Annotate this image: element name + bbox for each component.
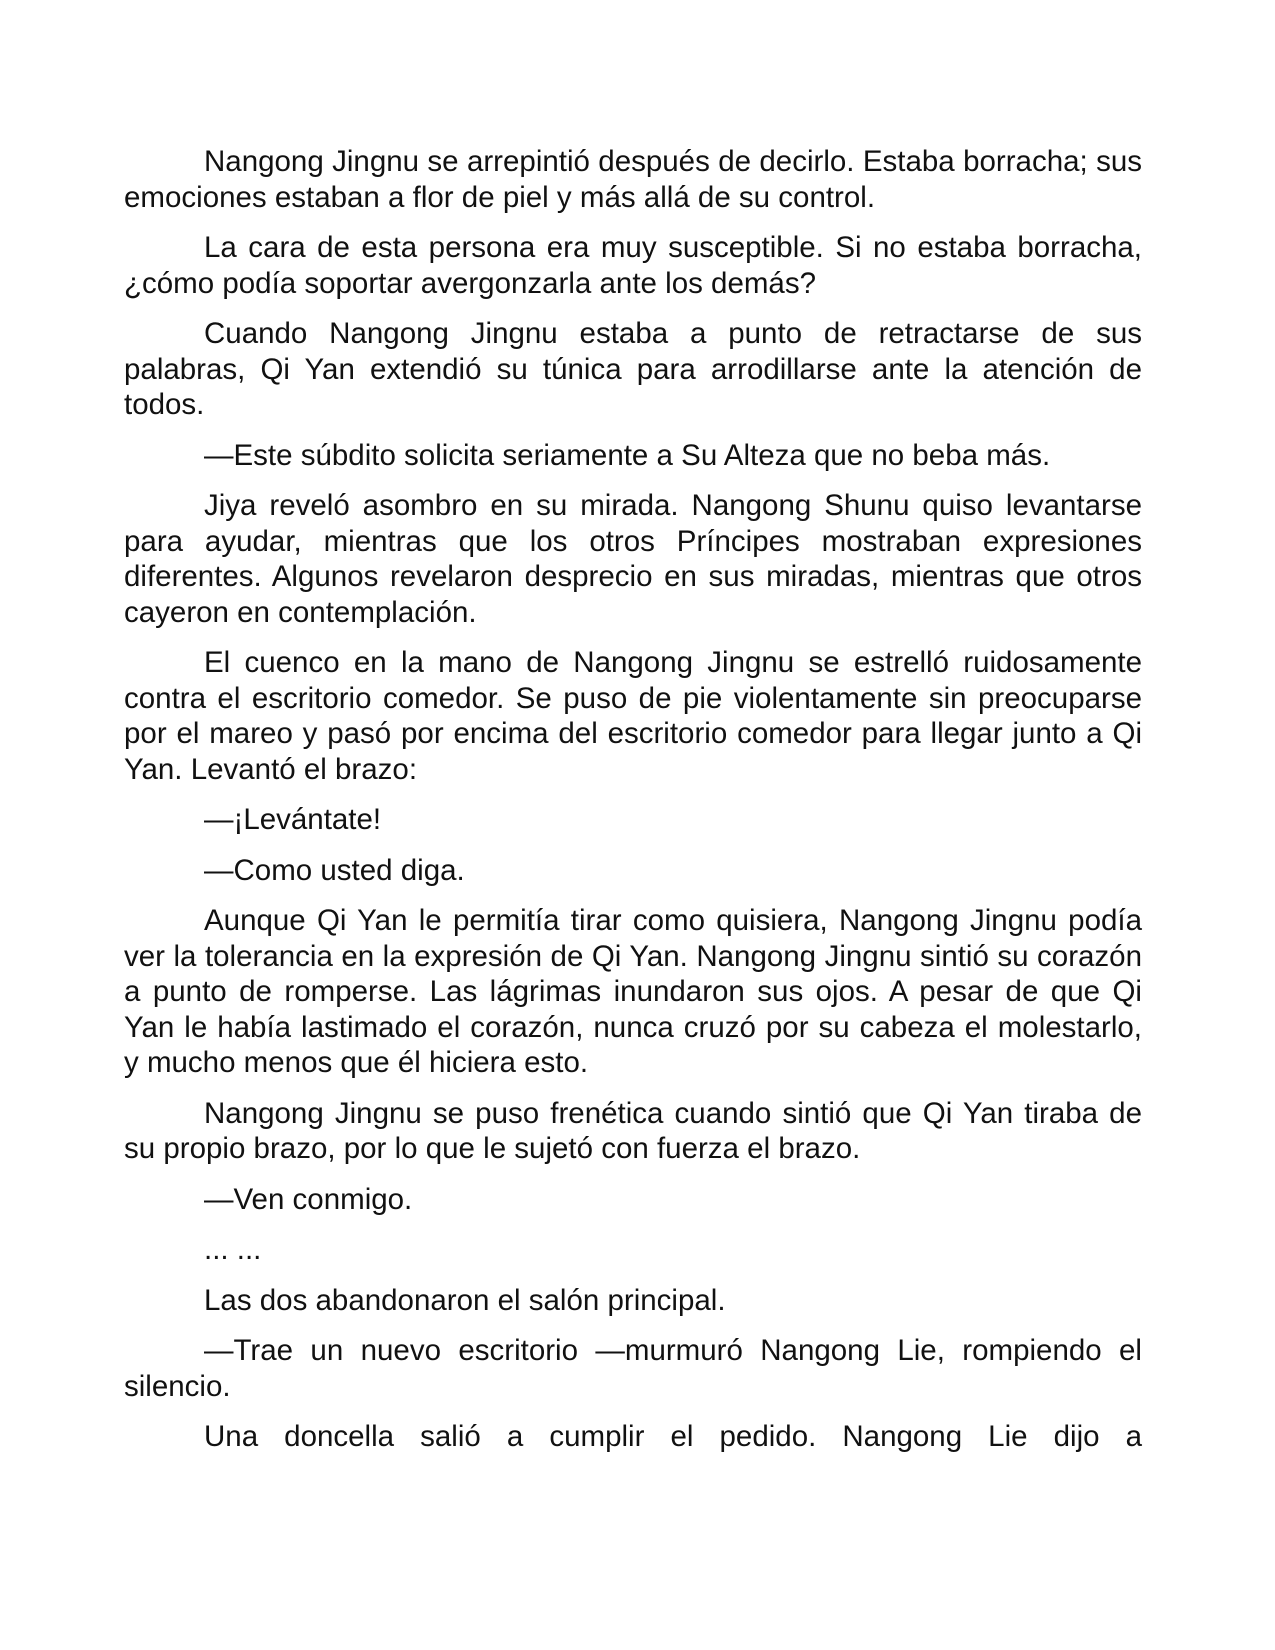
- paragraph-6: El cuenco en la mano de Nangong Jingnu se estrelló ruidosamente contra el escritorio comedor. Se puso de pie violentamente sin preocuparse por el mareo y pasó por encima del escritorio comedor para llegar junto a Qi Yan. Levantó el brazo:: [124, 646, 1142, 786]
- paragraph-4: —Este súbdito solicita seriamente a Su Alteza que no beba más.: [204, 438, 1051, 472]
- paragraph-5: Jiya reveló asombro en su mirada. Nangong Shunu quiso levantarse para ayudar, mientras que los otros Príncipes mostraban expresiones diferentes. Algunos revelaron desprecio en sus miradas, mientras que otros cayeron en contemplación.: [124, 489, 1142, 629]
- paragraph-10: Nangong Jingnu se puso frenética cuando sintió que Qi Yan tiraba de su propio brazo, por lo que le sujetó con fuerza el brazo.: [124, 1096, 1142, 1165]
- paragraph-11: —Ven conmigo.: [204, 1182, 413, 1216]
- paragraph-7: —¡Levántate!: [204, 803, 382, 836]
- paragraph-1: Nangong Jingnu se arrepintió después de decirlo. Estaba borracha; sus emociones estaban a flor de piel y más allá de su control.: [124, 145, 1142, 214]
- paragraph-9: Aunque Qi Yan le permitía tirar como quisiera, Nangong Jingnu podía ver la tolerancia en la expresión de Qi Yan. Nangong Jingnu sintió su corazón a punto de romperse. Las lágrimas inundaron sus ojos. A pesar de que Qi Yan le había lastimado el corazón, nunca cruzó por su cabeza el molestarlo, y mucho menos que él hiciera esto.: [124, 904, 1142, 1079]
- paragraph-2: La cara de esta persona era muy susceptible. Si no estaba borracha, ¿cómo podía soportar avergonzarla ante los demás?: [124, 231, 1142, 300]
- paragraph-14: —Trae un nuevo escritorio —murmuró Nangong Lie, rompiendo el silencio.: [124, 1334, 1142, 1403]
- paragraph-3: Cuando Nangong Jingnu estaba a punto de retractarse de sus palabras, Qi Yan extendió su túnica para arrodillarse ante la atención de todos.: [124, 317, 1142, 421]
- paragraph-15: Una doncella salió a cumplir el pedido. Nangong Lie dijo a: [204, 1420, 1142, 1453]
- document-page: [124, 144, 1142, 1470]
- paragraph-12: ... ...: [204, 1233, 262, 1266]
- paragraph-13: Las dos abandonaron el salón principal.: [204, 1283, 726, 1317]
- paragraph-8: —Como usted diga.: [204, 853, 465, 887]
